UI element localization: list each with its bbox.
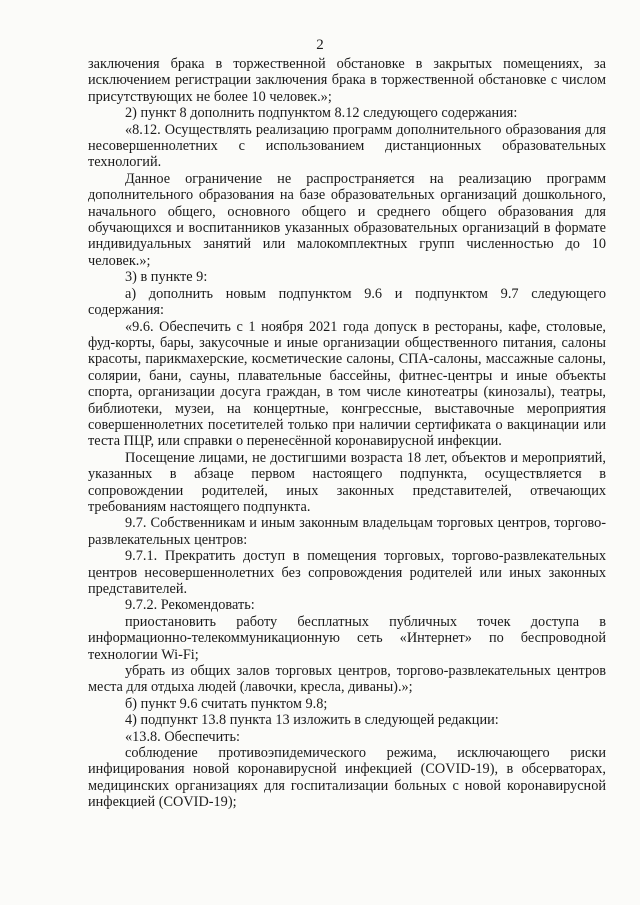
paragraph: «8.12. Осуществлять реализацию программ дополнительного образования для несовершеннолетних с использованием дистанционных образовательных технологий. <box>88 121 606 171</box>
paragraph: «9.6. Обеспечить с 1 ноября 2021 года допуск в рестораны, кафе, столовые, фуд-корты, бары, закусочные и иные организации общественного питания, салоны красоты, парикмахерские, косметические салоны, СПА-салоны, массажные салоны, солярии, бани, сауны, плавательные бассейны, фитнес-центры и иные объекты спорта, организации досуга граждан, в том числе кинотеатры (кинозалы), театры, библиотеки, музеи, на концертные, конгрессные, выставочные мероприятия совершеннолетних посетителей только при наличии сертификата о вакцинации или теста ПЦР, или справки о перенесённой коронавирусной инфекции. <box>88 318 606 450</box>
page-number: 2 <box>316 37 324 53</box>
paragraph: 9.7.1. Прекратить доступ в помещения торговых, торгово-развлекательных центров несовершеннолетних без сопровождения родителей или иных законных представителей. <box>88 548 606 597</box>
paragraph: Данное ограничение не распространяется на реализацию программ дополнительного образования на базе образовательных организаций дошкольного, начального общего, основного общего и среднего общего образования для обучающихся и воспитанников указанных образовательных организаций в формате индивидуальных занятий или малокомплектных групп численностью до 10 человек.»; <box>88 170 606 269</box>
paragraph: соблюдение противоэпидемического режима, исключающего риски инфицирования новой коронавирусной инфекцией (COVID-19), в обсерваторах, медицинских организациях для госпитализации больных с новой коронавирусной инфекцией (COVID-19); <box>88 745 606 811</box>
document-body <box>88 56 606 811</box>
paragraph: «13.8. Обеспечить: <box>125 728 240 745</box>
paragraph: 9.7. Собственникам и иным законным владельцам торговых центров, торгово-развлекательных центров: <box>88 515 606 548</box>
paragraph: убрать из общих залов торговых центров, торгово-развлекательных центров места для отдыха людей (лавочки, кресла, диваны).»; <box>88 663 606 696</box>
paragraph: 2) пункт 8 дополнить подпунктом 8.12 следующего содержания: <box>125 105 518 122</box>
paragraph: б) пункт 9.6 считать пунктом 9.8; <box>125 695 328 712</box>
paragraph: заключения брака в торжественной обстановке в закрытых помещениях, за исключением регистрации заключения брака в торжественной обстановке с числом присутствующих не более 10 человек.»; <box>88 56 606 105</box>
paragraph: Посещение лицами, не достигшими возраста 18 лет, объектов и мероприятий, указанных в абзаце первом настоящего подпункта, осуществляется в сопровождении родителей, иных законных представителей, отвечающих требованиям настоящего подпункта. <box>88 449 606 515</box>
paragraph: 3) в пункте 9: <box>125 269 208 286</box>
paragraph: 9.7.2. Рекомендовать: <box>125 597 255 614</box>
paragraph: приостановить работу бесплатных публичных точек доступа в информационно-телекоммуникационную сеть «Интернет» по беспроводной технологии Wi-Fi; <box>88 613 606 663</box>
paragraph: а) дополнить новым подпунктом 9.6 и подпунктом 9.7 следующего содержания: <box>88 285 606 319</box>
paragraph: 4) подпункт 13.8 пункта 13 изложить в следующей редакции: <box>125 712 499 729</box>
